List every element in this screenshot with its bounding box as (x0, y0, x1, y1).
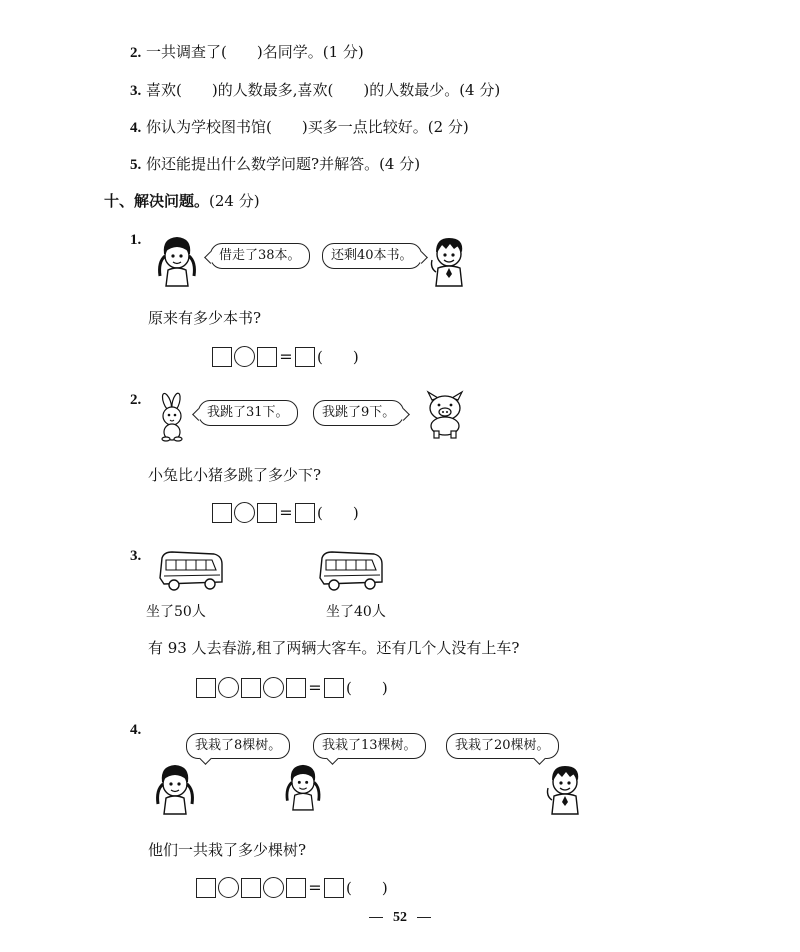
girl-icon (152, 232, 202, 288)
question-text: 你还能提出什么数学问题?并解答。(4 分) (146, 155, 421, 173)
problem-question: 有 93 人去春游,租了两辆大客车。还有几个人没有上车? (148, 639, 520, 657)
page-footer (0, 910, 800, 926)
answer-box[interactable] (257, 347, 277, 367)
answer-box[interactable] (212, 347, 232, 367)
equals-sign: = (279, 503, 293, 522)
survey-question-4 (130, 117, 469, 138)
question-text: 喜欢( )的人数最多,喜欢( )的人数最少。(4 分) (146, 81, 501, 99)
speech-bubble: 我跳了9下。 (313, 400, 404, 426)
pig-icon (420, 390, 470, 440)
survey-question-3 (130, 80, 500, 101)
question-number: 5. (130, 157, 142, 173)
answer-box[interactable] (295, 503, 315, 523)
unit-parentheses[interactable]: ( ) (317, 504, 359, 522)
problem-number: 3. (130, 548, 142, 564)
girl-icon (280, 760, 326, 812)
rabbit-icon (150, 392, 194, 442)
answer-box[interactable] (295, 347, 315, 367)
boy-icon (424, 232, 474, 288)
operator-circle[interactable] (263, 677, 284, 698)
problem-number: 4. (130, 722, 142, 738)
problem-number: 1. (130, 232, 142, 248)
equals-sign: = (279, 347, 293, 366)
survey-question-5 (130, 154, 420, 175)
speech-bubble: 借走了38本。 (210, 243, 310, 269)
answer-box[interactable] (241, 678, 261, 698)
answer-equation (196, 677, 388, 698)
survey-question-2 (130, 42, 364, 63)
unit-parentheses[interactable]: ( ) (317, 348, 359, 366)
problem-number: 2. (130, 392, 142, 408)
problem-question: 他们一共栽了多少棵树? (148, 841, 307, 859)
question-number: 4. (130, 120, 142, 136)
section-title: 十、解决问题。 (104, 192, 210, 210)
operator-circle[interactable] (234, 502, 255, 523)
bus-label: 坐了40人 (326, 604, 386, 620)
answer-box[interactable] (286, 878, 306, 898)
unit-parentheses[interactable]: ( ) (346, 679, 388, 697)
answer-equation (212, 346, 359, 367)
operator-circle[interactable] (263, 877, 284, 898)
problem-question: 原来有多少本书? (148, 309, 262, 327)
operator-circle[interactable] (234, 346, 255, 367)
bus-icon (316, 548, 386, 596)
operator-circle[interactable] (218, 877, 239, 898)
question-text: 一共调查了( )名同学。(1 分) (146, 43, 364, 61)
boy-icon (540, 760, 590, 816)
problem-question: 小兔比小猪多跳了多少下? (148, 466, 322, 484)
question-number: 2. (130, 45, 142, 61)
girl-icon (150, 760, 200, 816)
answer-box[interactable] (286, 678, 306, 698)
operator-circle[interactable] (218, 677, 239, 698)
equals-sign: = (308, 678, 322, 697)
answer-equation (212, 502, 359, 523)
bus-icon (156, 548, 226, 596)
speech-bubble: 还剩40本书。 (322, 243, 422, 269)
question-number: 3. (130, 83, 142, 99)
answer-box[interactable] (324, 678, 344, 698)
section-heading (104, 191, 260, 211)
speech-bubble: 我跳了31下。 (198, 400, 298, 426)
answer-box[interactable] (241, 878, 261, 898)
footer-dash (417, 917, 431, 918)
footer-dash (369, 917, 383, 918)
bus-label: 坐了50人 (146, 604, 206, 620)
answer-equation (196, 877, 388, 898)
speech-bubble: 我栽了20棵树。 (446, 733, 559, 759)
answer-box[interactable] (212, 503, 232, 523)
question-text: 你认为学校图书馆( )买多一点比较好。(2 分) (146, 118, 469, 136)
section-score: (24 分) (209, 192, 260, 210)
speech-bubble: 我栽了8棵树。 (186, 733, 290, 759)
answer-box[interactable] (196, 878, 216, 898)
answer-box[interactable] (196, 678, 216, 698)
unit-parentheses[interactable]: ( ) (346, 879, 388, 897)
answer-box[interactable] (257, 503, 277, 523)
speech-bubble: 我栽了13棵树。 (313, 733, 426, 759)
answer-box[interactable] (324, 878, 344, 898)
equals-sign: = (308, 878, 322, 897)
page-number: 52 (393, 910, 407, 925)
